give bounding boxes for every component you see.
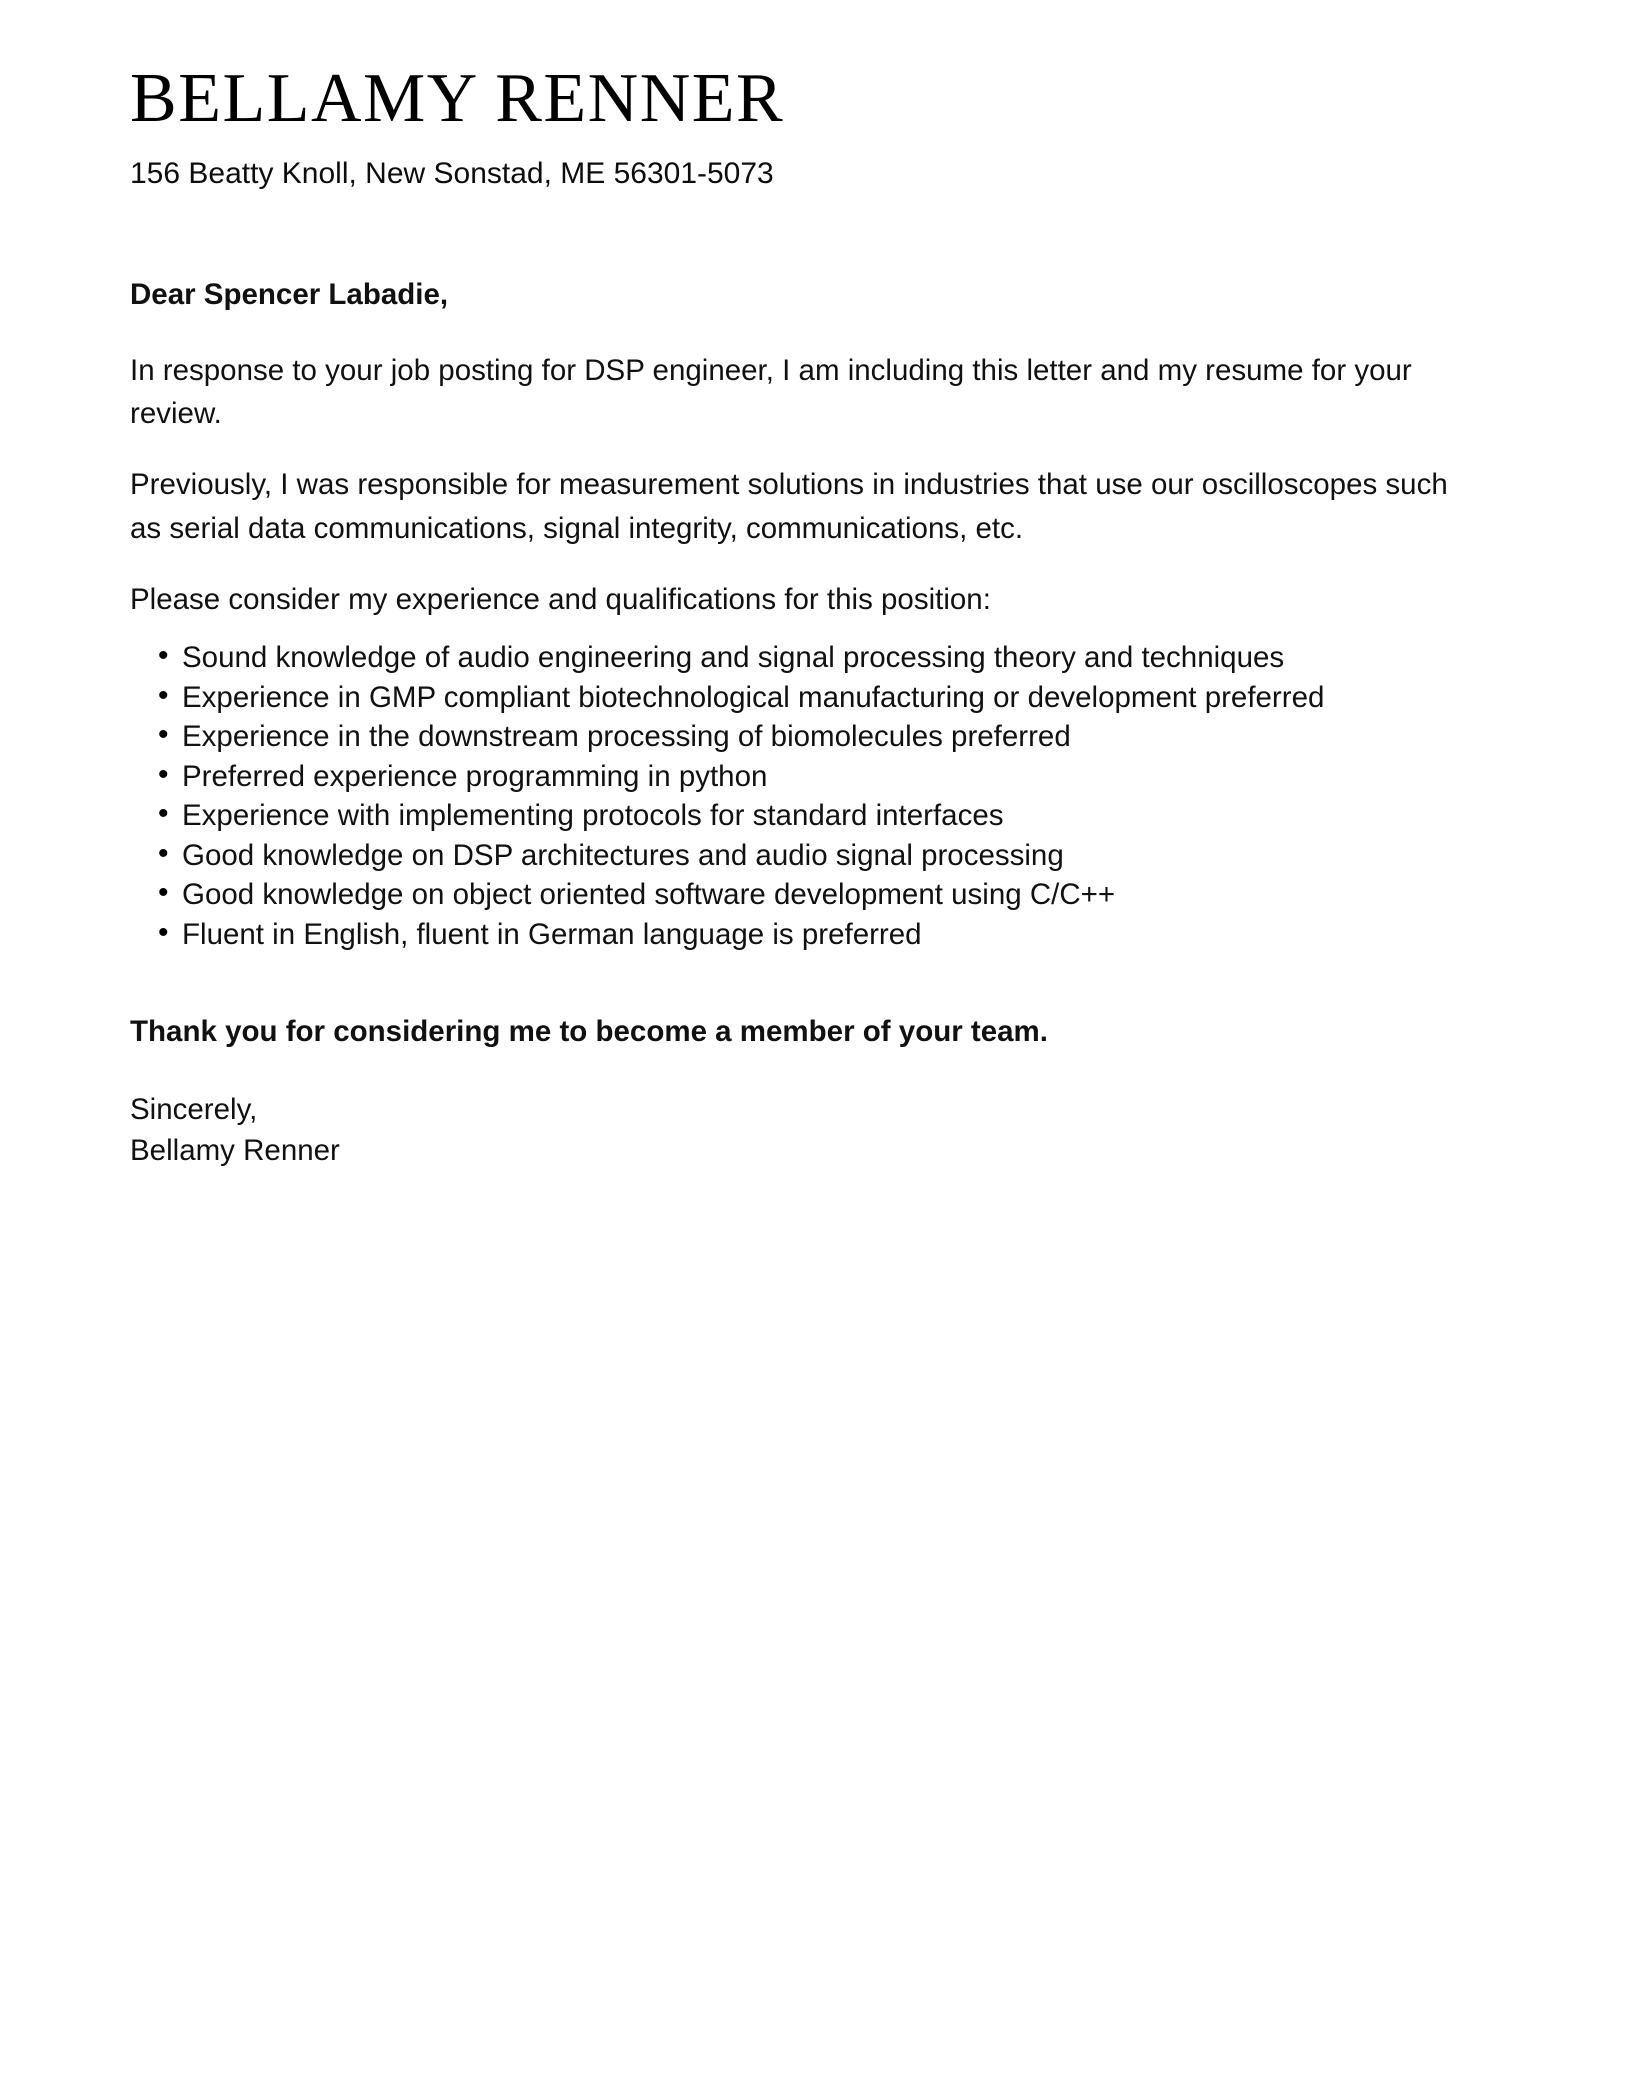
salutation: Dear Spencer Labadie, [130,277,449,311]
list-item: • Good knowledge on DSP architectures and audio signal processing [130,841,1482,881]
applicant-name: BELLAMY RENNER [130,60,785,137]
applicant-address: 156 Beatty Knoll, New Sonstad, ME 56301-5073 [130,157,774,191]
body-paragraph-2: Previously, I was responsible for measurement solutions in industries that use our oscilloscopes such as serial data communications, signal integrity, communications, etc. [130,468,1448,545]
list-item: • Good knowledge on object oriented software development using C/C++ [130,880,1482,920]
qualifications-list [130,643,1482,959]
signoff-closing: Sincerely, [130,1092,258,1126]
letter-body [130,275,1482,1173]
signature-block [130,1089,1482,1173]
letter-header [130,0,1482,195]
letter-content [130,0,1482,1172]
list-item: • Experience in the downstream processing of biomolecules preferred [130,722,1482,762]
signoff-name: Bellamy Renner [130,1134,340,1168]
list-item: • Preferred experience programming in python [130,762,1482,802]
list-item: • Experience with implementing protocols for standard interfaces [130,801,1482,841]
qualifications-lead: Please consider my experience and qualifications for this position: [130,582,991,616]
list-item: • Sound knowledge of audio engineering and signal processing theory and techniques [130,643,1482,683]
body-paragraph-1: In response to your job posting for DSP engineer, I am including this letter and my resume for your review. [130,353,1412,430]
list-item: • Fluent in English, fluent in German language is preferred [130,920,1482,960]
thank-you-line: Thank you for considering me to become a member of your team. [130,1015,1048,1049]
list-item: • Experience in GMP compliant biotechnological manufacturing or development preferred [130,683,1482,723]
